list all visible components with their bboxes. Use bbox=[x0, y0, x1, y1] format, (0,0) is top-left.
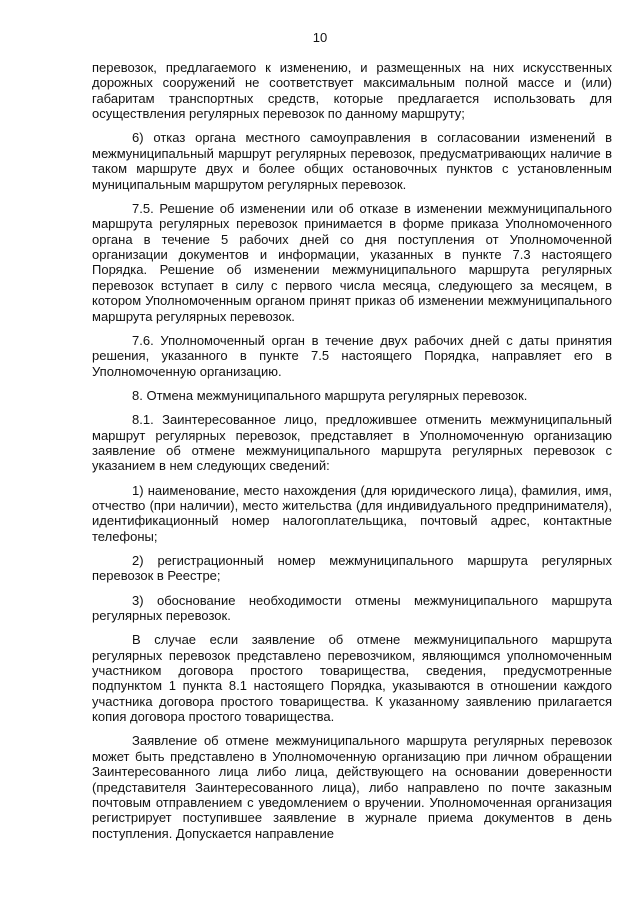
section-heading-8: 8. Отмена межмуниципального маршрута регулярных перевозок. bbox=[132, 387, 528, 403]
paragraph-8-1: 8.1. Заинтересованное лицо, предложившее отменить межмуниципальный маршрут регулярных перевозок, представляет в Уполномоченную организацию заявление об отмене межмуниципального маршрута регулярных перевозок с указанием в нем следующих сведений: bbox=[92, 412, 612, 474]
paragraph-item-2: 2) регистрационный номер межмуниципального маршрута регулярных перевозок в Реестре; bbox=[92, 552, 612, 584]
page-number: 10 bbox=[312, 30, 328, 45]
paragraph-7-5: 7.5. Решение об изменении или об отказе в изменении межмуниципального маршрута регулярных перевозок принимается в форме приказа Уполномоченного органа в течение 5 рабочих дней со дня поступления от Уполномоченной организации документов и информации, указанных в пункте 7.3 настоящего Порядка. Решение об изменении межмуниципального маршрута регулярных перевозок вступает в силу с первого числа месяца, следующего за месяцем, в котором Уполномоченным органом принят приказ об изменении межмуниципального маршрута регулярных перевозок. bbox=[92, 200, 612, 324]
document-body bbox=[92, 60, 612, 850]
paragraph-item-3: 3) обоснование необходимости отмены межмуниципального маршрута регулярных перевозок. bbox=[92, 592, 612, 623]
paragraph-7-6: 7.6. Уполномоченный орган в течение двух рабочих дней с даты принятия решения, указанного в пункте 7.5 настоящего Порядка, направляет его в Уполномоченную организацию. bbox=[92, 332, 612, 379]
paragraph-continuation: перевозок, предлагаемого к изменению, и размещенных на них искусственных дорожных сооружений не соответствует максимальным полной массе и (или) габаритам транспортных средств, которые предлагается использовать для осуществления регулярных перевозок по данному маршруту; bbox=[92, 60, 612, 122]
paragraph-application-submission: Заявление об отмене межмуниципального маршрута регулярных перевозок может быть представлено в Уполномоченную организацию при личном обращении Заинтересованного лица либо лица, действующего на основании доверенности (представителя Заинтересованного лица), либо направлено по почте заказным почтовым отправлением с уведомлением о вручении. Уполномоченная организация регистрирует поступившее заявление в журнале приема документов в день поступления. Допускается направление bbox=[92, 733, 612, 841]
paragraph-carrier-case: В случае если заявление об отмене межмуниципального маршрута регулярных перевозок представлено перевозчиком, являющимся уполномоченным участником договора простого товарищества, сведения, предусмотренные подпунктом 1 пункта 8.1 настоящего Порядка, указываются в отношении каждого участника договора простого товарищества. К указанному заявлению прилагается копия договора простого товарищества. bbox=[92, 632, 612, 725]
paragraph-item-6: 6) отказ органа местного самоуправления в согласовании изменений в межмуниципальный маршрут регулярных перевозок, предусматривающих наличие в таком маршруте двух и более общих остановочных пунктов с установленным муниципальным маршрутом регулярных перевозок. bbox=[92, 130, 612, 192]
paragraph-item-1: 1) наименование, место нахождения (для юридического лица), фамилия, имя, отчество (при наличии), место жительства (для индивидуального предпринимателя), идентификационный номер налогоплательщика, почтовый адрес, контактные телефоны; bbox=[92, 482, 612, 544]
